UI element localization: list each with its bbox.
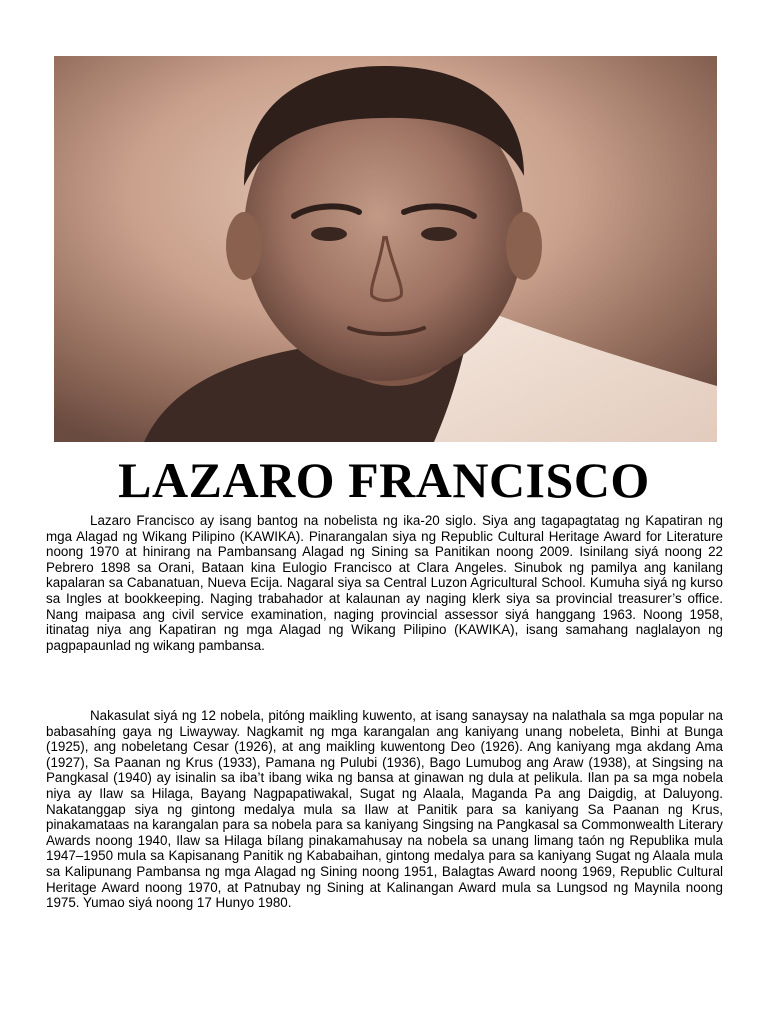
biography-paragraph-2 (46, 708, 723, 911)
portrait-illustration (54, 56, 717, 442)
biography-paragraph-1 (46, 513, 723, 653)
paragraph-text: Nakasulat siyá ng 12 nobela, pitóng maikling kuwento, at isang sanaysay na nalathala sa mga popular na babasahíng gaya ng Liwayway. Nagkamit ng mga karangalan ang kaniyang unang nobeleta, Binhi at Bunga (1925), ang nobeletang Cesar (1926), at ang maikling kuwentong Deo (1926). Ang kaniyang mga akdang Ama (1927), Sa Paanan ng Krus (1933), Pamana ng Pulubi (1936), Bago Lumubog ang Araw (1938), at Singsing na Pangkasal (1940) ay isinalin sa iba’t ibang wika ng bansa at ginawan ng dula at pelikula. Ilan pa sa mga nobela niya ay Ilaw sa Hilaga, Bayang Nagpapatiwakal, Sugat ng Alaala, Maganda Pa ang Daigdig, at Daluyong. Nakatanggap siya ng gintong medalya mula sa Ilaw at Panitik para sa kaniyang Sa Paanan ng Krus, pinakamataas na karangalan para sa nobela para sa kaniyang Singsing na Pangkasal sa Commonwealth Literary Awards noong 1940, Ilaw sa Hilaga bílang pinakamahusay na nobela sa unang limang taón ng Republika mula 1947–1950 mula sa Kapisanang Panitik ng Kababaihan, gintong medalya para sa kaniyang Sugat ng Alaala mula sa Kalipunang Pambansa ng mga Alagad ng Sining noong 1951, Balagtas Award noong 1969, Republic Cultural Heritage Award noong 1970, at Patnubay ng Sining at Kalinangan Award mula sa Lungsod ng Maynila noong 1975. Yumao siyá noong 17 Hunyo 1980. (46, 708, 723, 911)
portrait-photo (54, 56, 717, 442)
page-title: LAZARO FRANCISCO (118, 452, 650, 508)
paragraph-text: Lazaro Francisco ay isang bantog na nobelista ng ika-20 siglo. Siya ang tagapagtatag ng Kapatiran ng mga Alagad ng Wikang Pilipino (KAWIKA). Pinarangalan siya ng Republic Cultural Heritage Award for Literature noong 1970 at hinirang na Pambansang Alagad ng Sining sa Panitikan noong 2009. Isinilang siyá noong 22 Pebrero 1898 sa Orani, Bataan kina Eulogio Francisco at Clara Angeles. Sinubok ng pamilya ang kanilang kapalaran sa Cabanatuan, Nueva Ecija. Nagaral siya sa Central Luzon Agricultural School. Kumuha siyá ng kurso sa Ingles at bookkeeping. Naging trabahador at kalaunan ay naging klerk siya sa provincial treasurer’s office. Nang maipasa ang civil service examination, naging provincial assessor siyá hanggang 1963. Noong 1958, itinatag niya ang Kapatiran ng mga Alagad ng Wikang Pilipino (KAWIKA), isang samahang naglalayon ng pagpapaunlad ng wikang pambansa. (46, 513, 723, 653)
